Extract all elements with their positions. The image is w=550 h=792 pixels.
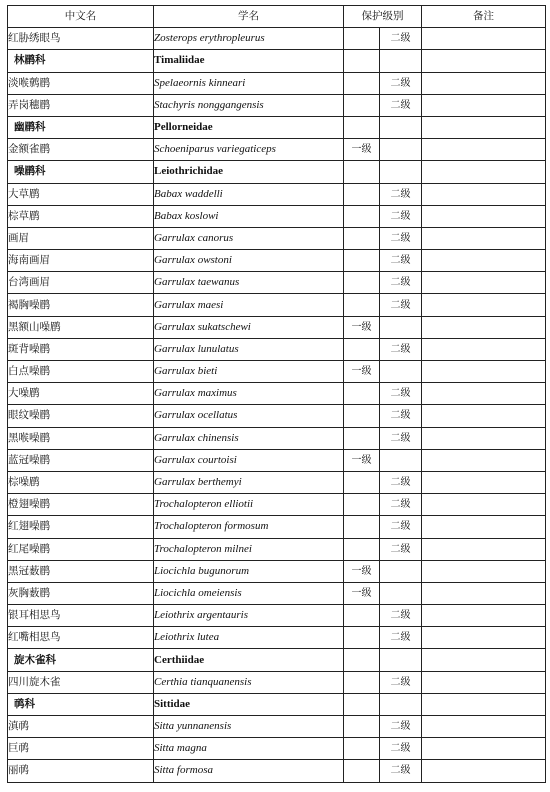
chinese-name-cell: 丽䴓 [8, 760, 154, 782]
species-row [8, 383, 546, 405]
remarks-cell [422, 649, 546, 671]
protection-level-2-cell [380, 361, 422, 383]
protection-level-1-cell: 一级 [344, 139, 380, 161]
family-row [8, 50, 546, 72]
remarks-cell [422, 139, 546, 161]
protection-level-2-cell: 二级 [380, 227, 422, 249]
protection-level-2-cell: 二级 [380, 383, 422, 405]
scientific-name-cell: Trochalopteron elliotii [154, 494, 344, 516]
chinese-name-cell: 灰胸薮鹛 [8, 582, 154, 604]
protection-level-1-cell: 一级 [344, 449, 380, 471]
chinese-name-cell: 黑额山噪鹛 [8, 316, 154, 338]
remarks-cell [422, 94, 546, 116]
protection-level-2-cell: 二级 [380, 760, 422, 782]
chinese-name-cell: 红翅噪鹛 [8, 516, 154, 538]
remarks-cell [422, 516, 546, 538]
protection-level-2-cell: 二级 [380, 471, 422, 493]
chinese-name-cell: 画眉 [8, 227, 154, 249]
remarks-cell [422, 383, 546, 405]
header-row [8, 6, 546, 28]
protection-level-2-cell: 二级 [380, 250, 422, 272]
protection-level-2-cell: 二级 [380, 272, 422, 294]
remarks-cell [422, 405, 546, 427]
remarks-cell [422, 538, 546, 560]
family-scientific-name: Timaliidae [154, 50, 344, 72]
scientific-name-cell: Leiothrix argentauris [154, 605, 344, 627]
species-row [8, 250, 546, 272]
protection-level-2-cell: 二级 [380, 427, 422, 449]
remarks-cell [422, 72, 546, 94]
chinese-name-cell: 滇䴓 [8, 716, 154, 738]
family-scientific-name: Pellorneidae [154, 116, 344, 138]
scientific-name-cell: Garrulax courtoisi [154, 449, 344, 471]
remarks-cell [422, 250, 546, 272]
chinese-name-cell: 海南画眉 [8, 250, 154, 272]
protection-level-2-cell: 二级 [380, 94, 422, 116]
protection-level-1-cell [344, 716, 380, 738]
protection-level-1-cell [344, 383, 380, 405]
remarks-cell [422, 582, 546, 604]
scientific-name-cell: Certhia tianquanensis [154, 671, 344, 693]
chinese-name-cell: 大草鹛 [8, 183, 154, 205]
protection-level-2-cell [380, 316, 422, 338]
protection-level-1-cell [344, 250, 380, 272]
species-row [8, 671, 546, 693]
protection-level-2-cell [380, 50, 422, 72]
chinese-name-cell: 棕噪鹛 [8, 471, 154, 493]
protection-level-1-cell [344, 338, 380, 360]
chinese-name-cell: 大噪鹛 [8, 383, 154, 405]
protection-level-2-cell: 二级 [380, 605, 422, 627]
chinese-name-cell: 银耳相思鸟 [8, 605, 154, 627]
protection-level-1-cell [344, 28, 380, 50]
table-body [8, 28, 546, 782]
chinese-name-cell: 弄岗穗鹛 [8, 94, 154, 116]
remarks-cell [422, 205, 546, 227]
family-scientific-name: Certhiidae [154, 649, 344, 671]
remarks-cell [422, 605, 546, 627]
protection-level-1-cell: 一级 [344, 560, 380, 582]
protection-level-2-cell: 二级 [380, 494, 422, 516]
scientific-name-cell: Stachyris nonggangensis [154, 94, 344, 116]
protection-level-2-cell [380, 116, 422, 138]
remarks-cell [422, 161, 546, 183]
chinese-name-cell: 红尾噪鹛 [8, 538, 154, 560]
protection-level-1-cell [344, 227, 380, 249]
family-chinese-name: 噪鹛科 [8, 161, 154, 183]
chinese-name-cell: 眼纹噪鹛 [8, 405, 154, 427]
chinese-name-cell: 蓝冠噪鹛 [8, 449, 154, 471]
protection-level-1-cell [344, 693, 380, 715]
remarks-cell [422, 560, 546, 582]
species-row [8, 405, 546, 427]
remarks-cell [422, 760, 546, 782]
remarks-cell [422, 361, 546, 383]
remarks-cell [422, 716, 546, 738]
scientific-name-cell: Garrulax maximus [154, 383, 344, 405]
protection-level-2-cell: 二级 [380, 72, 422, 94]
species-row [8, 494, 546, 516]
species-row [8, 716, 546, 738]
header-scientific-name: 学名 [154, 6, 344, 28]
protection-level-1-cell [344, 161, 380, 183]
protection-level-2-cell [380, 139, 422, 161]
protection-level-2-cell: 二级 [380, 738, 422, 760]
chinese-name-cell: 黑冠薮鹛 [8, 560, 154, 582]
protection-level-1-cell [344, 116, 380, 138]
family-row [8, 649, 546, 671]
scientific-name-cell: Garrulax owstoni [154, 250, 344, 272]
remarks-cell [422, 294, 546, 316]
species-row [8, 449, 546, 471]
scientific-name-cell: Garrulax bieti [154, 361, 344, 383]
protection-level-1-cell [344, 516, 380, 538]
protection-level-1-cell [344, 405, 380, 427]
protection-level-2-cell: 二级 [380, 205, 422, 227]
scientific-name-cell: Sitta yunnanensis [154, 716, 344, 738]
scientific-name-cell: Garrulax maesi [154, 294, 344, 316]
protection-level-2-cell: 二级 [380, 28, 422, 50]
species-row [8, 183, 546, 205]
remarks-cell [422, 738, 546, 760]
protection-level-1-cell [344, 627, 380, 649]
protection-level-2-cell: 二级 [380, 338, 422, 360]
protection-level-2-cell [380, 582, 422, 604]
protection-level-1-cell: 一级 [344, 582, 380, 604]
chinese-name-cell: 台湾画眉 [8, 272, 154, 294]
species-row [8, 560, 546, 582]
family-chinese-name: 幽鹛科 [8, 116, 154, 138]
family-chinese-name: 林鹛科 [8, 50, 154, 72]
family-chinese-name: 䴓科 [8, 693, 154, 715]
protection-level-2-cell [380, 560, 422, 582]
scientific-name-cell: Garrulax lunulatus [154, 338, 344, 360]
protection-level-1-cell [344, 738, 380, 760]
protection-level-2-cell: 二级 [380, 538, 422, 560]
protection-level-1-cell [344, 50, 380, 72]
scientific-name-cell: Spelaeornis kinneari [154, 72, 344, 94]
remarks-cell [422, 183, 546, 205]
remarks-cell [422, 427, 546, 449]
species-row [8, 738, 546, 760]
protection-level-1-cell [344, 205, 380, 227]
species-row [8, 338, 546, 360]
scientific-name-cell: Trochalopteron formosum [154, 516, 344, 538]
protection-level-1-cell [344, 494, 380, 516]
header-remarks: 备注 [422, 6, 546, 28]
remarks-cell [422, 627, 546, 649]
chinese-name-cell: 橙翅噪鹛 [8, 494, 154, 516]
table-header [8, 6, 546, 28]
species-row [8, 361, 546, 383]
protection-level-1-cell [344, 649, 380, 671]
species-row [8, 582, 546, 604]
chinese-name-cell: 棕草鹛 [8, 205, 154, 227]
species-row [8, 427, 546, 449]
species-row [8, 294, 546, 316]
protection-level-1-cell [344, 94, 380, 116]
protection-level-1-cell [344, 760, 380, 782]
chinese-name-cell: 四川旋木雀 [8, 671, 154, 693]
remarks-cell [422, 338, 546, 360]
scientific-name-cell: Liocichla omeiensis [154, 582, 344, 604]
family-chinese-name: 旋木雀科 [8, 649, 154, 671]
protection-level-1-cell [344, 471, 380, 493]
remarks-cell [422, 471, 546, 493]
family-scientific-name: Sittidae [154, 693, 344, 715]
species-row [8, 227, 546, 249]
protected-species-table [7, 5, 546, 783]
protection-level-2-cell: 二级 [380, 294, 422, 316]
protection-level-1-cell [344, 427, 380, 449]
scientific-name-cell: Garrulax berthemyi [154, 471, 344, 493]
scientific-name-cell: Garrulax sukatschewi [154, 316, 344, 338]
scientific-name-cell: Garrulax ocellatus [154, 405, 344, 427]
scientific-name-cell: Garrulax chinensis [154, 427, 344, 449]
species-row [8, 139, 546, 161]
protection-level-1-cell [344, 183, 380, 205]
chinese-name-cell: 巨䴓 [8, 738, 154, 760]
header-chinese-name: 中文名 [8, 6, 154, 28]
protection-level-1-cell [344, 605, 380, 627]
protection-level-1-cell [344, 272, 380, 294]
remarks-cell [422, 449, 546, 471]
chinese-name-cell: 金额雀鹛 [8, 139, 154, 161]
protection-level-2-cell [380, 649, 422, 671]
chinese-name-cell: 淡喉鹩鹛 [8, 72, 154, 94]
protection-level-2-cell [380, 161, 422, 183]
remarks-cell [422, 227, 546, 249]
protection-level-2-cell: 二级 [380, 516, 422, 538]
header-protection-level: 保护级别 [344, 6, 422, 28]
species-row [8, 516, 546, 538]
species-row [8, 205, 546, 227]
protection-level-2-cell [380, 693, 422, 715]
protection-level-2-cell: 二级 [380, 671, 422, 693]
protection-level-1-cell [344, 72, 380, 94]
protection-level-2-cell: 二级 [380, 627, 422, 649]
scientific-name-cell: Trochalopteron milnei [154, 538, 344, 560]
species-row [8, 760, 546, 782]
remarks-cell [422, 272, 546, 294]
family-scientific-name: Leiothrichidae [154, 161, 344, 183]
remarks-cell [422, 28, 546, 50]
scientific-name-cell: Sitta formosa [154, 760, 344, 782]
family-row [8, 693, 546, 715]
scientific-name-cell: Babax koslowi [154, 205, 344, 227]
remarks-cell [422, 671, 546, 693]
protection-level-2-cell [380, 449, 422, 471]
scientific-name-cell: Leiothrix lutea [154, 627, 344, 649]
species-row [8, 605, 546, 627]
scientific-name-cell: Liocichla bugunorum [154, 560, 344, 582]
scientific-name-cell: Sitta magna [154, 738, 344, 760]
remarks-cell [422, 50, 546, 72]
species-row [8, 272, 546, 294]
scientific-name-cell: Garrulax taewanus [154, 272, 344, 294]
protection-level-1-cell [344, 671, 380, 693]
protection-level-2-cell: 二级 [380, 716, 422, 738]
remarks-cell [422, 494, 546, 516]
protection-level-1-cell: 一级 [344, 361, 380, 383]
species-row [8, 28, 546, 50]
scientific-name-cell: Babax waddelli [154, 183, 344, 205]
species-row [8, 72, 546, 94]
remarks-cell [422, 316, 546, 338]
chinese-name-cell: 白点噪鹛 [8, 361, 154, 383]
protection-level-1-cell [344, 294, 380, 316]
chinese-name-cell: 红嘴相思鸟 [8, 627, 154, 649]
chinese-name-cell: 褐胸噪鹛 [8, 294, 154, 316]
protection-level-1-cell [344, 538, 380, 560]
species-row [8, 94, 546, 116]
chinese-name-cell: 黑喉噪鹛 [8, 427, 154, 449]
species-row [8, 471, 546, 493]
chinese-name-cell: 斑背噪鹛 [8, 338, 154, 360]
scientific-name-cell: Garrulax canorus [154, 227, 344, 249]
remarks-cell [422, 116, 546, 138]
family-row [8, 161, 546, 183]
protection-level-2-cell: 二级 [380, 183, 422, 205]
remarks-cell [422, 693, 546, 715]
species-row [8, 538, 546, 560]
species-row [8, 627, 546, 649]
species-row [8, 316, 546, 338]
document-page [7, 5, 545, 783]
family-row [8, 116, 546, 138]
protection-level-2-cell: 二级 [380, 405, 422, 427]
scientific-name-cell: Schoeniparus variegaticeps [154, 139, 344, 161]
scientific-name-cell: Zosterops erythropleurus [154, 28, 344, 50]
chinese-name-cell: 红胁绣眼鸟 [8, 28, 154, 50]
protection-level-1-cell: 一级 [344, 316, 380, 338]
